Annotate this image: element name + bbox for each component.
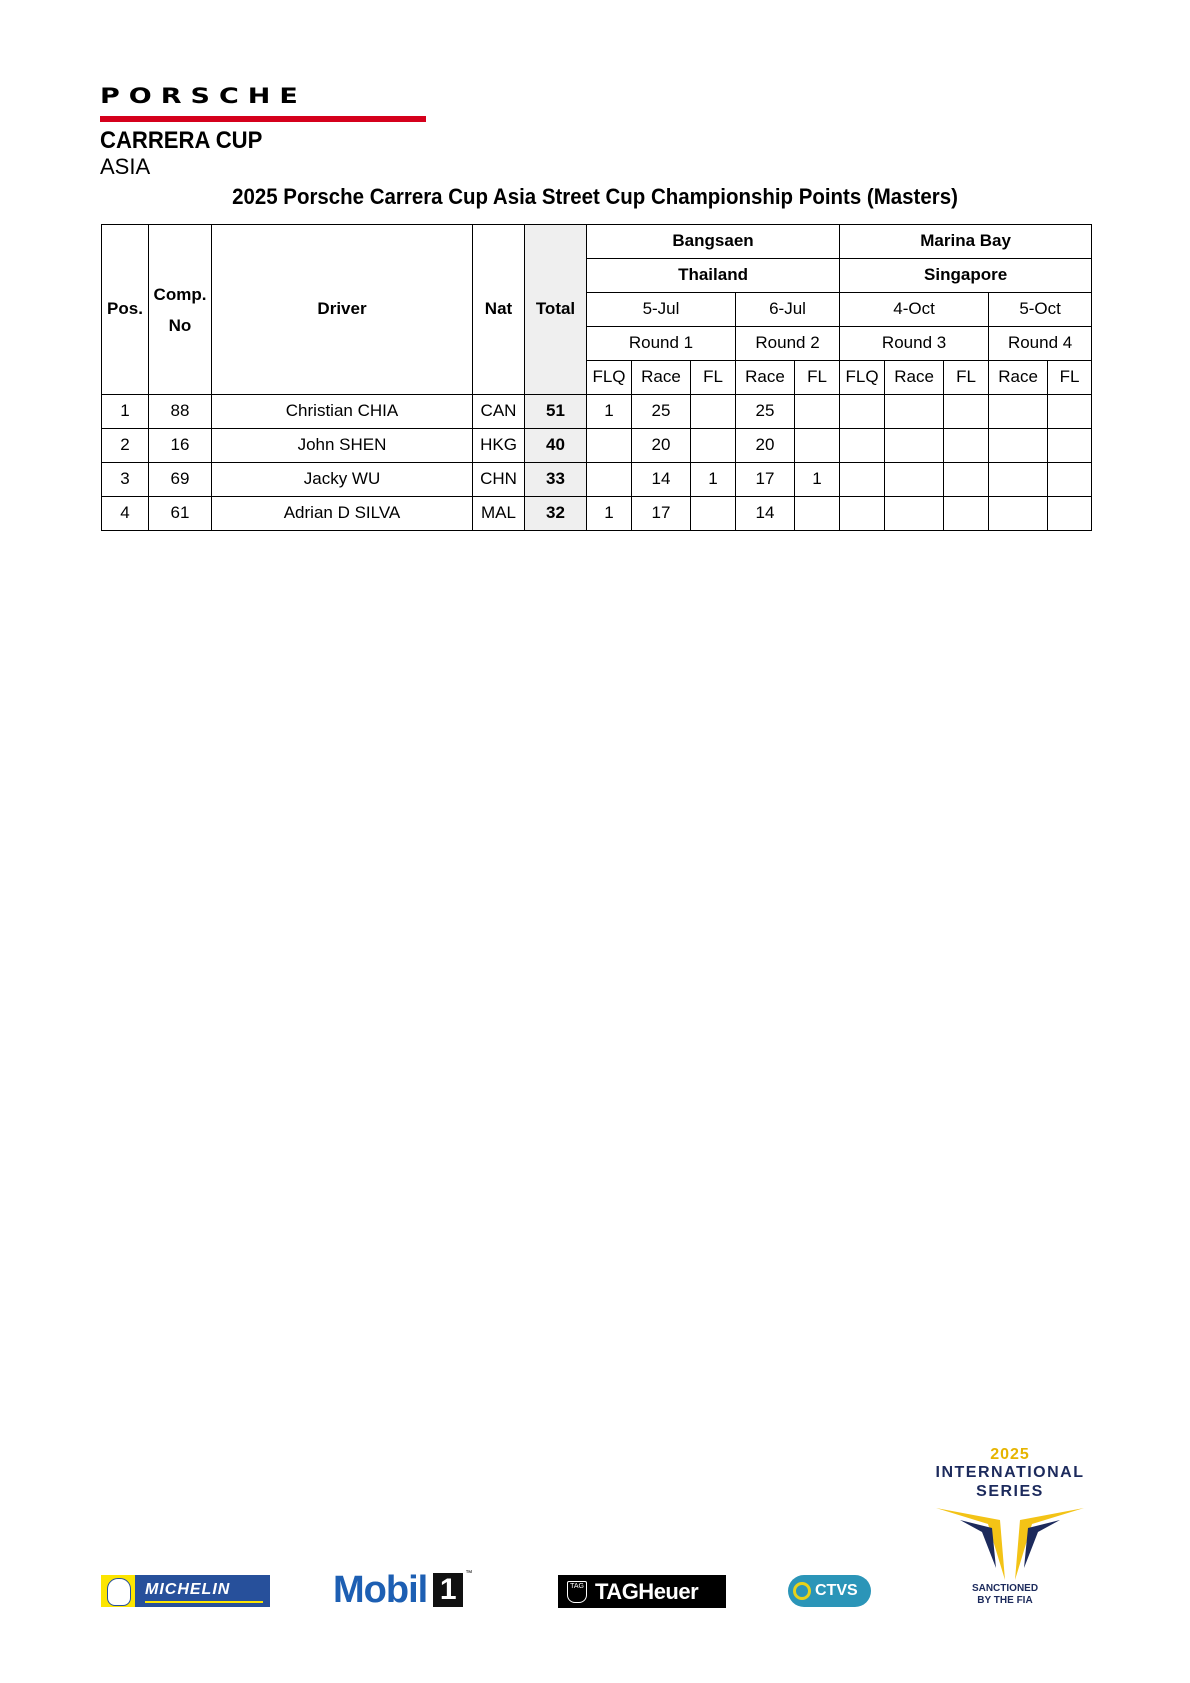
cell-points (691, 497, 736, 531)
brand-red-bar (100, 116, 426, 122)
round-label: Round 2 (736, 327, 840, 361)
table-row (102, 429, 1092, 463)
badge-year: 2025 (990, 1446, 1030, 1463)
cell-points (1048, 497, 1092, 531)
header-nat: Nat (473, 225, 525, 395)
cell-points: 20 (736, 429, 795, 463)
cell-points (885, 395, 944, 429)
cell-nat: HKG (473, 429, 525, 463)
cell-points (840, 429, 885, 463)
cell-points (840, 463, 885, 497)
cell-driver: Christian CHIA (212, 395, 473, 429)
cell-points: 1 (587, 497, 632, 531)
cell-points (691, 395, 736, 429)
round-date: 4-Oct (840, 293, 989, 327)
bibendum-icon (107, 1578, 131, 1606)
cell-points: 14 (632, 463, 691, 497)
cell-points: 20 (632, 429, 691, 463)
cell-comp-no: 69 (149, 463, 212, 497)
chevron-emblem-icon (930, 1502, 1090, 1582)
cell-points (944, 463, 989, 497)
venue-country: Singapore (840, 259, 1092, 293)
round-date: 5-Oct (989, 293, 1092, 327)
cell-points (840, 395, 885, 429)
cell-points: 17 (736, 463, 795, 497)
mobil-wordmark: Mobil (333, 1569, 428, 1611)
cell-points (795, 429, 840, 463)
cell-points (885, 463, 944, 497)
cell-points (587, 463, 632, 497)
michelin-underline (145, 1601, 263, 1603)
michelin-logo (101, 1575, 270, 1607)
round-date: 6-Jul (736, 293, 840, 327)
ctvs-wordmark: CTVS (815, 1582, 858, 1599)
cell-pos: 1 (102, 395, 149, 429)
series-name: CARRERA CUP (100, 127, 263, 154)
michelin-wordmark: MICHELIN (145, 1581, 231, 1598)
round-date: 5-Jul (587, 293, 736, 327)
subcolumn-header: FL (944, 361, 989, 395)
cell-points: 1 (691, 463, 736, 497)
cell-points (989, 497, 1048, 531)
cell-nat: MAL (473, 497, 525, 531)
cell-points (885, 497, 944, 531)
cell-driver: John SHEN (212, 429, 473, 463)
cell-comp-no: 61 (149, 497, 212, 531)
venue-name: Bangsaen (587, 225, 840, 259)
ctvs-logo (788, 1575, 871, 1607)
cell-points: 14 (736, 497, 795, 531)
cell-points: 1 (795, 463, 840, 497)
subcolumn-header: Race (632, 361, 691, 395)
subcolumn-header: FL (691, 361, 736, 395)
tagheuer-logo (558, 1575, 726, 1608)
cell-nat: CHN (473, 463, 525, 497)
ctvs-ring-icon (793, 1582, 811, 1600)
cell-points (1048, 395, 1092, 429)
cell-total: 32 (525, 497, 587, 531)
cell-nat: CAN (473, 395, 525, 429)
cell-points: 1 (587, 395, 632, 429)
cell-points (944, 497, 989, 531)
cell-total: 40 (525, 429, 587, 463)
cell-points: 17 (632, 497, 691, 531)
table-row (102, 395, 1092, 429)
cell-points (944, 395, 989, 429)
mobil-one-badge: 1 (433, 1573, 463, 1607)
standings-table (101, 224, 1092, 531)
cell-points: 25 (632, 395, 691, 429)
subcolumn-header: FL (1048, 361, 1092, 395)
venue-country: Thailand (587, 259, 840, 293)
cell-pos: 3 (102, 463, 149, 497)
trademark-mark: ™ (465, 1570, 473, 1577)
header-total: Total (525, 225, 587, 395)
subcolumn-header: FL (795, 361, 840, 395)
cell-points (1048, 463, 1092, 497)
cell-points: 25 (736, 395, 795, 429)
cell-comp-no: 16 (149, 429, 212, 463)
cell-points (587, 429, 632, 463)
cell-total: 33 (525, 463, 587, 497)
international-series-badge (930, 1446, 1090, 1616)
badge-line2: SERIES (976, 1483, 1044, 1500)
cell-points (840, 497, 885, 531)
subcolumn-header: FLQ (587, 361, 632, 395)
round-label: Round 1 (587, 327, 736, 361)
cell-total: 51 (525, 395, 587, 429)
round-label: Round 4 (989, 327, 1092, 361)
cell-comp-no: 88 (149, 395, 212, 429)
table-row (102, 463, 1092, 497)
porsche-wordmark: PORSCHE (100, 84, 307, 109)
subcolumn-header: Race (989, 361, 1048, 395)
page-title: 2025 Porsche Carrera Cup Asia Street Cup Championship Points (Masters) (232, 184, 958, 209)
header-comp-no: Comp. No (149, 225, 212, 395)
cell-points (944, 429, 989, 463)
mobil1-logo (333, 1570, 472, 1610)
tagheuer-wordmark: TAGHeuer (595, 1578, 699, 1604)
cell-points (1048, 429, 1092, 463)
cell-points (795, 497, 840, 531)
subcolumn-header: Race (885, 361, 944, 395)
cell-points (989, 463, 1048, 497)
cell-points (885, 429, 944, 463)
cell-driver: Jacky WU (212, 463, 473, 497)
round-label: Round 3 (840, 327, 989, 361)
venue-name: Marina Bay (840, 225, 1092, 259)
sanction-line1: SANCTIONED (971, 1583, 1039, 1594)
sanction-line2: BY THE FIA (977, 1595, 1033, 1606)
subcolumn-header: FLQ (840, 361, 885, 395)
header-pos: Pos. (102, 225, 149, 395)
cell-pos: 2 (102, 429, 149, 463)
series-region: ASIA (100, 154, 151, 179)
header-driver: Driver (212, 225, 473, 395)
subcolumn-header: Race (736, 361, 795, 395)
badge-line1: INTERNATIONAL (935, 1464, 1085, 1481)
cell-points (989, 395, 1048, 429)
cell-points (691, 429, 736, 463)
cell-pos: 4 (102, 497, 149, 531)
table-row (102, 497, 1092, 531)
tag-shield-icon: TAG (567, 1581, 587, 1603)
cell-driver: Adrian D SILVA (212, 497, 473, 531)
cell-points (989, 429, 1048, 463)
cell-points (795, 395, 840, 429)
